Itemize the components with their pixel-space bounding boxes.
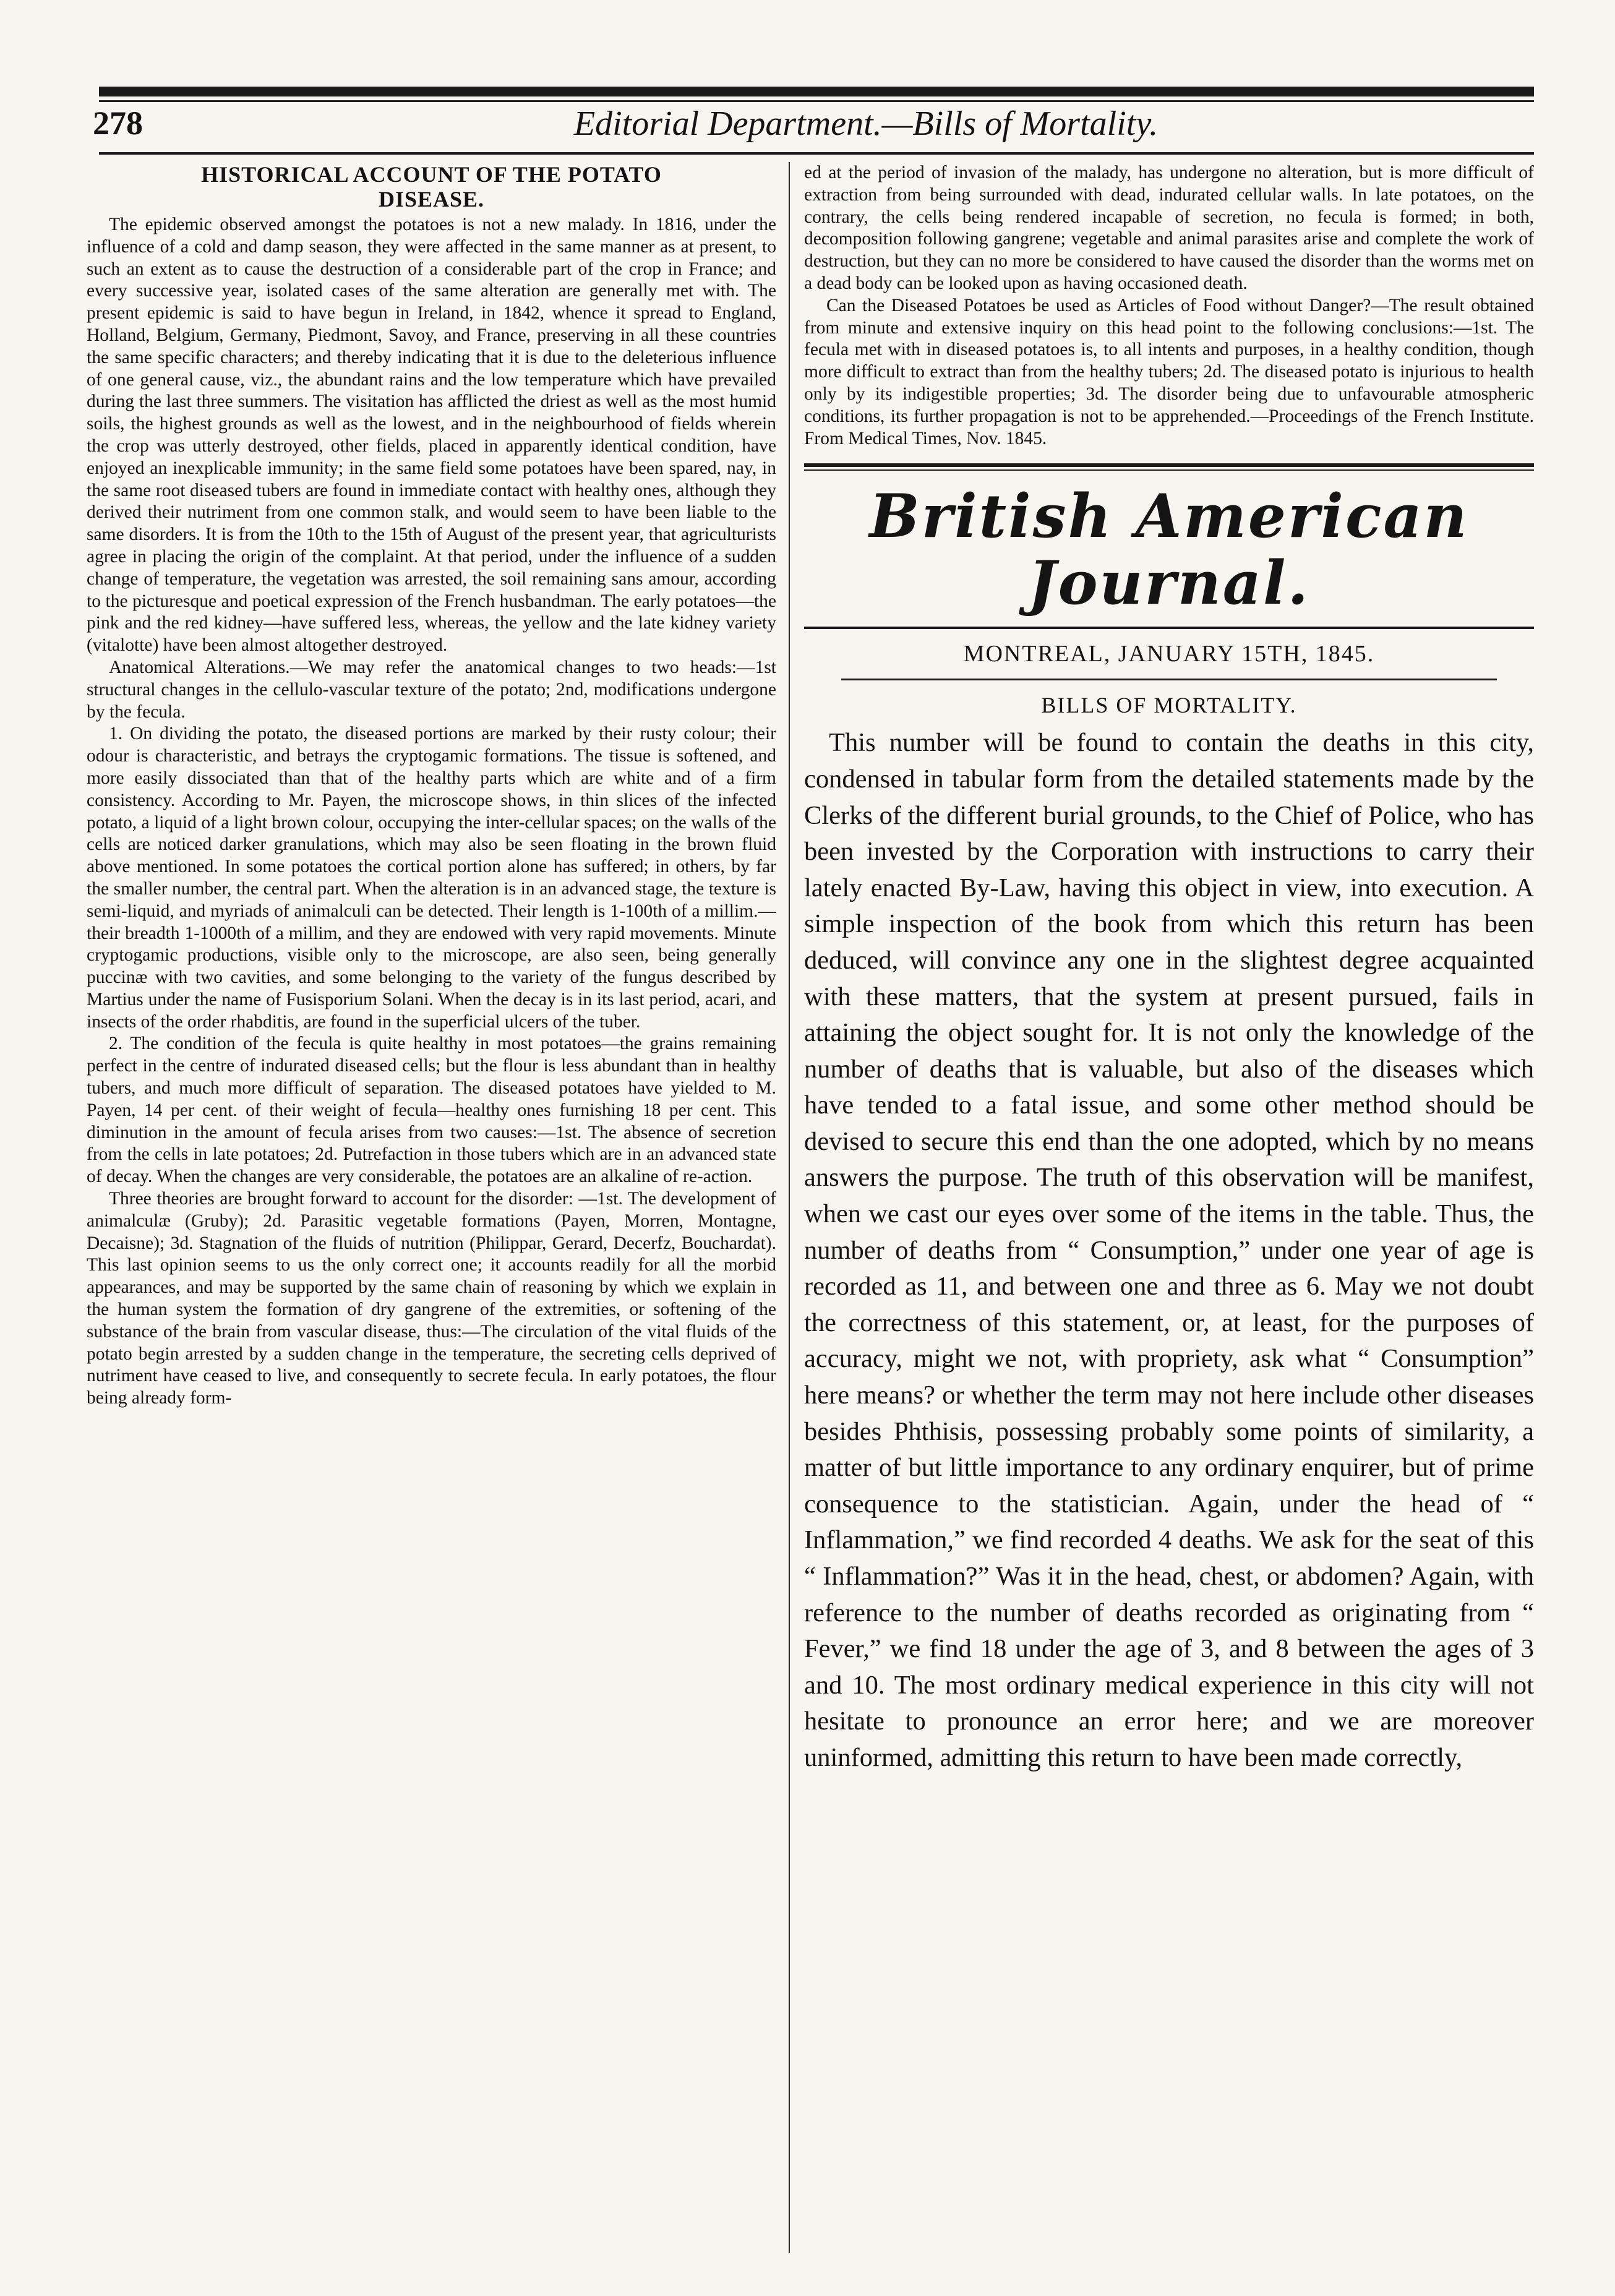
header-rule (99, 152, 1534, 155)
paragraph-food-question: Can the Diseased Potatoes be used as Articles of Food without Danger?—The result obtained from minute and extensive inquiry on this head point to the following conclusions:—1st. The fecula met with in diseased potatoes is, to all intents and purposes, in a healthy condition, though more difficult to extract than from the healthy tubers; 2d. The diseased potato is injurious to health only by its indigestible properties; 3d. The disorder being due to unfavourable atmospheric conditions, its further propagation is not to be apprehended.—Proceedings of the French Institute. From Medical Times, Nov. 1845. (804, 295, 1534, 448)
masthead-rule-top-thin (804, 469, 1534, 471)
dateline: MONTREAL, JANUARY 15TH, 1845. (963, 641, 1375, 667)
article-continuation (804, 162, 1534, 450)
editorial-body (804, 725, 1534, 1776)
paragraph-anatomical: Anatomical Alterations.—We may refer the anatomical changes to two heads:—1st structural changes in the cellulo-vascular texture of the potato; 2nd, modifications undergone by the fecula. (87, 657, 776, 722)
column-divider (789, 162, 790, 2253)
paragraph-bills-of-mortality: This number will be found to contain the deaths in this city, condensed in tabular form from the detailed statements made by the Clerks of the different burial grounds, to the Chief of Police, who has been invested by the Corporation with instructions to carry their lately enacted By-Law, having this object in view, into execution. A simple inspection of the book from which this return has been deduced, will convince any one in the slightest degree acquainted with these matters, that the system at present pursued, fails in attaining the object sought for. It is not only the knowledge of the number of deaths that is valuable, but also of the diseases which have tended to a fatal issue, and some other method should be devised to secure this end than the one adopted, which by no means answers the purpose. The truth of this observation will be manifest, when we cast our eyes over some of the items in the table. Thus, the number of deaths from “ Consumption,” under one year of age is recorded as 11, and between one and three as 6. May we not doubt the correctness of this statement, or, at least, for the purposes of accuracy, might we not, with propriety, ask what “ Consumption” here means? or whether the term may not here include other diseases besides Phthisis, possessing probably some points of similarity, a matter of but little importance to any ordinary enquirer, but of prime consequence to the statistician. Again, under the head of “ Inflammation,” we find recorded 4 deaths. We ask for the seat of this “ Inflammation?” Was it in the head, chest, or abdomen? Again, with reference to the number of deaths recorded as originating from “ Fever,” we find 18 under the age of 3, and 8 between the ages of 3 and 10. The most ordinary medical experience in this city will not hesitate to pronounce an error here; and we are moreover uninformed, admitting this return to have been made correctly, (804, 728, 1534, 1772)
running-head: Editorial Department.—Bills of Mortality. (573, 105, 1159, 143)
paragraph-fecula: 2. The condition of the fecula is quite healthy in most potatoes—the grains remaining perfect in the centre of indurated diseased cells; but the flour is less abundant than in healthy tubers, and much more difficult of separation. The diseased potatoes have yielded to M. Payen, 14 per cent. of their weight of fecula—healthy ones furnishing 18 per cent. This diminution in the amount of fecula arises from two causes:—1st. The absence of secretion from the cells in late potatoes; 2d. Putrefaction in those tubers which are in an advanced state of decay. When the changes are very considerable, the potatoes are an alkaline of re-action. (87, 1034, 776, 1187)
top-rule-thick (99, 87, 1534, 96)
journal-masthead: British American Journal. (869, 481, 1469, 619)
right-column (804, 162, 1534, 2253)
paragraph-epidemic: The epidemic observed amongst the potatoes is not a new malady. In 1816, under the influence of a cold and damp season, they were affected in the same manner as at present, to such an extent as to cause the destruction of a considerable part of the crop in France; and every successive year, isolated cases of the same alteration are generally met with. The present epidemic is said to have begun in Ireland, in 1842, whence it spread to England, Holland, Belgium, Germany, Piedmont, Savoy, and France, preserving in all these countries the same specific characters; and thereby indicating that it is due to the deleterious influence of one general cause, viz., the abundant rains and the low temperature which have prevailed during the last three summers. The visitation has afflicted the driest as well as the most humid soils, the highest grounds as well as the lowest, and in the neighbourhood of fields wherein the crop was utterly destroyed, other fields, placed in apparently identical condition, have enjoyed an inexplicable immunity; in the same field some potatoes have been spared, nay, in the same root diseased tubers are found in immediate contact with healthy ones, although they derived their nutriment from one common stalk, and would seem to have been liable to the same disorders. It is from the 10th to the 15th of August of the present year, that agriculturists agree in placing the origin of the complaint. At that period, under the influence of a sudden change of temperature, the vegetation was arrested, the soil remaining sans amour, according to the picturesque and poetical expression of the French husbandman. The early potatoes—the pink and the red kidney—have suffered less, whereas, the yellow and the late kidney variety (vitalotte) have been almost altogether destroyed. (87, 215, 776, 656)
paragraph-dividing-potato: 1. On dividing the potato, the diseased portions are marked by their rusty colour; their odour is characteristic, and betrays the cryptogamic formations. The tissue is softened, and more easily dissociated than that of the healthy parts which are white and of a firm consistency. According to Mr. Payen, the microscope shows, in thin slices of the infected potato, a liquid of a light brown colour, occupying the inter-cellular spaces; on the walls of the cells are noticed darker granulations, which may also be seen floating in the brown fluid above mentioned. In some potatoes the cortical portion alone has suffered; in others, by far the smaller number, the central part. When the alteration is in an advanced stage, the texture is semi-liquid, and myriads of animalculi can be detected. Their length is 1-100th of a millim.—their breadth 1-1000th of a millim, and they are endowed with very rapid movements. Minute cryptogamic productions, visible only to the microscope, are also seen, being generally puccinæ with two cavities, and some belonging to the variety of the fungus described by Martius under the name of Fusisporium Solani. When the decay is in its last period, acari, and insects of the order rhabditis, are found in the superficial ulcers of the tuber. (87, 724, 776, 1032)
editorial-title: BILLS OF MORTALITY. (1041, 693, 1297, 718)
left-column (87, 162, 776, 2253)
article-title-line2: DISEASE. (378, 187, 485, 212)
paragraph-theories: Three theories are brought forward to account for the disorder: —1st. The development of animalculæ (Gruby); 2d. Parasitic vegetable formations (Payen, Morren, Montagne, Decaisne); 3d. Stagnation of the fluids of nutrition (Philippar, Gerard, Decerfz, Bouchardat). This last opinion seems to us the only correct one; it accounts readily for all the morbid appearances, and may be supported by the same chain of reasoning by which we explain in the human system the formation of dry gangrene of the extremities, or softening of the substance of the brain from vascular disease, thus:—The circulation of the vital fluids of the potato begin arrested by a sudden change in the temperature, the secreting cells deprived of nutriment have ceased to live, and consequently to secrete fecula. In early potatoes, the flour being already form- (87, 1189, 776, 1408)
article-title-line1: HISTORICAL ACCOUNT OF THE POTATO (201, 162, 662, 187)
page-number: 278 (93, 105, 143, 142)
masthead-rule-top (804, 463, 1534, 467)
top-rule-thin (99, 100, 1534, 102)
dateline-rule (841, 679, 1497, 680)
paragraph-continuation: ed at the period of invasion of the malady, has undergone no alteration, but is more difficult of extraction from being surrounded with dead, indurated cellular walls. In late potatoes, on the contrary, the cells being rendered incapable of secretion, no fecula is formed; in both, decomposition following gangrene; vegetable and animal parasites arise and complete the work of destruction, but they can no more be considered to have caused the disorder than the worms met on a dead body can be looked upon as having occasioned death. (804, 163, 1534, 293)
masthead-rule-bottom (804, 627, 1534, 629)
